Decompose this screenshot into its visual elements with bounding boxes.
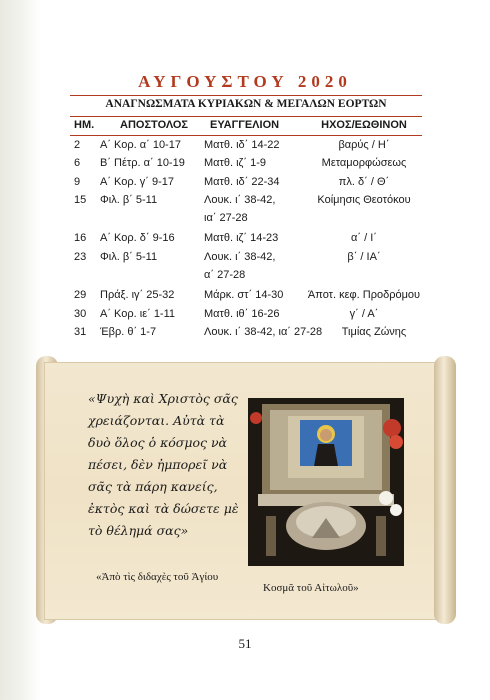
cell-echos: βαρύς / Η΄	[338, 139, 390, 151]
cell-echos: γ΄ / Α΄	[349, 308, 379, 320]
quote-line: δυὸ ὅλος ὁ κόσμος νὰ	[88, 435, 227, 450]
scroll-roll-right	[434, 356, 456, 624]
cell-gospel: Λουκ. ι΄ 38-42,	[204, 251, 276, 263]
quote-line: «Ψυχὴ καὶ Χριστὸς σᾶς	[88, 391, 238, 406]
cell-echos: β΄ / ΙΑ΄	[347, 251, 381, 263]
cell-day: 9	[74, 176, 81, 188]
cell-echos: α΄ / Ι΄	[351, 232, 377, 244]
cell-day: 15	[74, 194, 87, 206]
cell-day: 23	[74, 251, 87, 263]
cell-day: 2	[74, 139, 81, 151]
cell-apostle: Α΄ Κορ. δ΄ 9-16	[100, 232, 175, 244]
cell-gospel: Λουκ. ι΄ 38-42,	[204, 194, 276, 206]
quote-line: τὸ θέλημά σας»	[88, 523, 189, 538]
cell-gospel: Ματθ. ιδ΄ 14-22	[204, 139, 280, 151]
cell-day: 29	[74, 289, 87, 301]
cell-day: 31	[74, 326, 87, 338]
cell-echos: πλ. δ΄ / Θ΄	[338, 176, 390, 188]
cell-apostle: Φιλ. β΄ 5-11	[100, 251, 158, 263]
cell-apostle: Α΄ Κορ. γ΄ 9-17	[100, 176, 174, 188]
quote-source: «Ἀπὸ τὶς διδαχὲς τοῦ Ἁγίου	[96, 571, 219, 583]
cell-gospel: Μάρκ. στ΄ 14-30	[204, 289, 284, 301]
cell-gospel: Ματθ. ιζ΄ 1-9	[204, 157, 267, 169]
header-day: ΗΜ.	[74, 119, 95, 131]
cell-apostle: Πράξ. ιγ΄ 25-32	[100, 289, 175, 301]
cell-echos: Τιμίας Ζώνης	[341, 326, 407, 338]
quote-line: πέσει, δὲν ἠμπορεῖ νὰ	[88, 457, 228, 472]
cell-apostle: Β΄ Πέτρ. α΄ 10-19	[100, 157, 185, 169]
cell-gospel: Ματθ. ιδ΄ 22-34	[204, 176, 280, 188]
cell-echos: Άποτ. κεφ. Προδρόμου	[307, 289, 421, 301]
page-number: 51	[238, 636, 252, 651]
quote-line: ἐκτὸς καὶ τὰ δώσετε μὲ	[88, 501, 239, 516]
header-echos: ΗΧΟΣ/ΕΩΘΙΝΟΝ	[321, 119, 407, 131]
photo-caption: Κοσμᾶ τοῦ Αἰτωλοῦ»	[263, 582, 359, 594]
cell-gospel-cont: α΄ 27-28	[204, 269, 246, 281]
cell-echos: Κοίμησις Θεοτόκου	[317, 194, 411, 206]
cell-day: 6	[74, 157, 81, 169]
cell-echos: Μεταμορφώσεως	[321, 157, 407, 169]
reliquary-photo	[248, 398, 404, 566]
cell-gospel: Ματθ. ιθ΄ 16-26	[204, 308, 280, 320]
cell-apostle: Φιλ. β΄ 5-11	[100, 194, 158, 206]
cell-day: 30	[74, 308, 87, 320]
reliquary-illustration	[248, 398, 404, 566]
cell-gospel: Ματθ. ιζ΄ 14-23	[204, 232, 279, 244]
cell-gospel-cont: ια΄ 27-28	[204, 212, 248, 224]
cell-apostle: Α΄ Κορ. α΄ 10-17	[100, 139, 181, 151]
cell-day: 16	[74, 232, 87, 244]
saint-quote	[88, 388, 253, 542]
header-gospel: ΕΥΑΓΓΕΛΙΟΝ	[210, 119, 280, 131]
quote-line: σᾶς τὰ πάρη κανείς,	[88, 479, 218, 494]
cell-gospel: Λουκ. ι΄ 38-42, ια΄ 27-28	[204, 326, 323, 338]
page-edge-shadow	[0, 0, 40, 700]
cell-apostle: Έβρ. θ΄ 1-7	[100, 326, 157, 338]
cell-apostle: Α΄ Κορ. ιε΄ 1-11	[100, 308, 176, 320]
quote-line: χρειάζονται. Αὐτὰ τὰ	[88, 413, 225, 428]
header-apostle: ΑΠΟΣΤΟΛΟΣ	[120, 119, 189, 131]
table-subtitle: ΑΝΑΓΝΩΣΜΑΤΑ ΚΥΡΙΑΚΩΝ & ΜΕΓΑΛΩΝ ΕΟΡΤΩΝ	[70, 95, 422, 110]
table-header	[70, 116, 422, 136]
page-title: ΑΥΓΟΥΣΤΟΥ 2020	[138, 72, 352, 91]
